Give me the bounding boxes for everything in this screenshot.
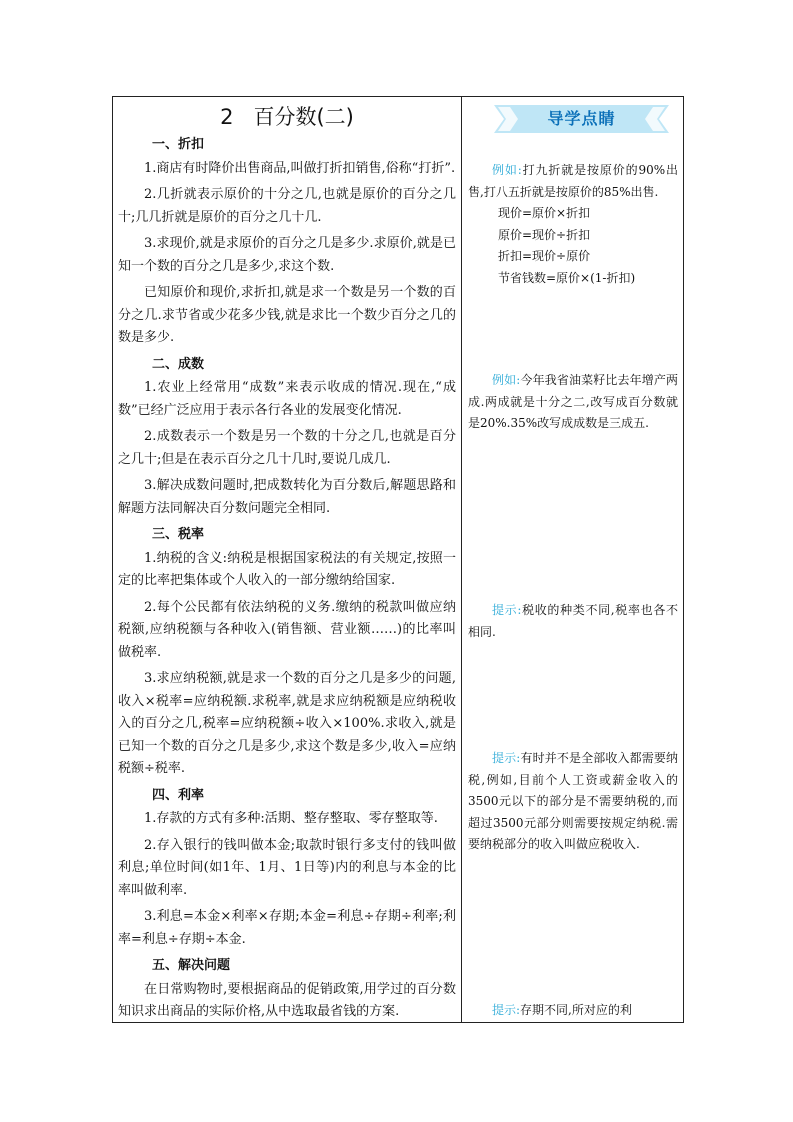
paragraph: 已知原价和现价,求折扣,就是求一个数是另一个数的百分之几.求节省或少花多少钱,就是求比一个数少百分之几的数是多少.	[118, 285, 456, 345]
paragraph: 2.几折就表示原价的十分之几,也就是原价的百分之几十;几几折就是原价的百分之几十几.	[118, 187, 456, 225]
paragraph: 1.商店有时降价出售商品,叫做打折扣销售,俗称“打折”.	[144, 160, 456, 176]
section-heading: 五、解决问题	[152, 958, 231, 973]
section-problem-solving	[118, 955, 456, 1024]
section-interest-rate	[118, 785, 456, 952]
section-discount	[118, 134, 456, 350]
paragraph: 2.成数表示一个数是另一个数的十分之几,也就是百分之几十;但是在表示百分之几十几时,要说几成几.	[118, 429, 456, 467]
title-text: 百分数(二)	[253, 105, 354, 129]
paragraph: 3.求应纳税额,就是求一个数的百分之几是多少的问题,收入×税率=应纳税额.求税率,就是求应纳税额是应纳税收入的百分之几,税率=应纳税额÷收入×100%.求收入,就是已知一个数的百分之几是多少,求这个数是多少,收入=应纳税额÷税率.	[118, 671, 456, 776]
paragraph: 在日常购物时,要根据商品的促销政策,用学过的百分数知识求出商品的实际价格,从中选取最省钱的方案.	[118, 981, 456, 1019]
page-title	[118, 102, 456, 132]
note-example-harvest	[468, 370, 678, 435]
note-text: 税收的种类不同,税率也各不相同.	[468, 603, 678, 639]
paragraph: 3.利息=本金×利率×存期;本金=利息÷存期÷利率;利率=利息÷存期÷本金.	[118, 909, 456, 947]
note-text: 有时并不是全部收入都需要纳税,例如,目前个人工资或薪金收入的3500元以下的部分是不需要纳税的,而超过3500元部分则需要按规定纳税.需要纳税部分的收入叫做应税收入.	[468, 751, 678, 851]
title-number: 2	[220, 105, 234, 129]
note-tip-tax-types	[468, 600, 678, 643]
note-tip-taxable-income	[468, 748, 678, 856]
main-column	[118, 102, 456, 1028]
paragraph: 3.求现价,就是求原价的百分之几是多少.求原价,就是已知一个数的百分之几是多少,求这个数.	[118, 236, 456, 274]
formula: 节省钱数=原价×(1-折扣)	[498, 270, 636, 285]
banner-title: 导学点睛	[547, 109, 616, 128]
section-heading: 三、税率	[152, 527, 205, 542]
paragraph: 1.存款的方式有多种:活期、整存整取、零存整取等.	[144, 811, 438, 826]
guide-banner	[494, 105, 669, 133]
note-text: 今年我省油菜籽比去年增产两成.两成就是十分之二,改写成百分数就是20%.35%改写成成数是三成五.	[468, 373, 678, 430]
note-label: 提示:	[492, 751, 521, 765]
note-body	[468, 370, 678, 435]
formula: 原价=现价÷折扣	[498, 227, 591, 242]
note-label: 例如:	[492, 163, 522, 177]
sidebar-column	[468, 102, 678, 1017]
paragraph: 3.解决成数问题时,把成数转化为百分数后,解题思路和解题方法同解决百分数问题完全相同.	[118, 478, 456, 516]
note-text: 打九折就是按原价的90%出售,打八五折就是按原价的85%出售.	[468, 163, 678, 199]
paragraph: 2.存入银行的钱叫做本金;取款时银行多支付的钱叫做利息;单位时间(如1年、1月、1日等)内的利息与本金的比率叫做利率.	[118, 837, 456, 898]
paragraph: 1.农业上经常用“成数”来表示收成的情况.现在,“成数”已经广泛应用于表示各行各业的发展变化情况.	[118, 380, 456, 418]
section-tax-rate	[118, 524, 456, 781]
paragraph: 1.纳税的含义:纳税是根据国家税法的有关规定,按照一定的比率把集体或个人收入的一部分缴纳给国家.	[118, 550, 456, 588]
formula: 现价=原价×折扣	[498, 206, 591, 220]
note-label: 提示:	[492, 603, 522, 617]
section-percentage-of-harvest	[118, 354, 456, 521]
note-body	[468, 160, 678, 203]
note-body	[468, 748, 678, 856]
section-heading: 二、成数	[152, 356, 205, 372]
section-heading: 四、利率	[152, 787, 205, 803]
note-tip-deposit-term	[468, 1000, 678, 1022]
note-text: 存期不同,所对应的利	[520, 1003, 632, 1017]
formula: 折扣=现价÷原价	[498, 249, 591, 263]
section-heading: 一、折扣	[152, 137, 205, 152]
paragraph: 2.每个公民都有依法纳税的义务.缴纳的税款叫做应纳税额,应纳税额与各种收入(销售额、营业额……)的比率叫做税率.	[118, 599, 456, 660]
note-body	[468, 1000, 678, 1022]
note-label: 提示:	[492, 1003, 521, 1017]
note-example-discount	[468, 160, 678, 289]
note-label: 例如:	[492, 373, 521, 387]
column-divider	[461, 96, 462, 1023]
note-body	[468, 600, 678, 643]
